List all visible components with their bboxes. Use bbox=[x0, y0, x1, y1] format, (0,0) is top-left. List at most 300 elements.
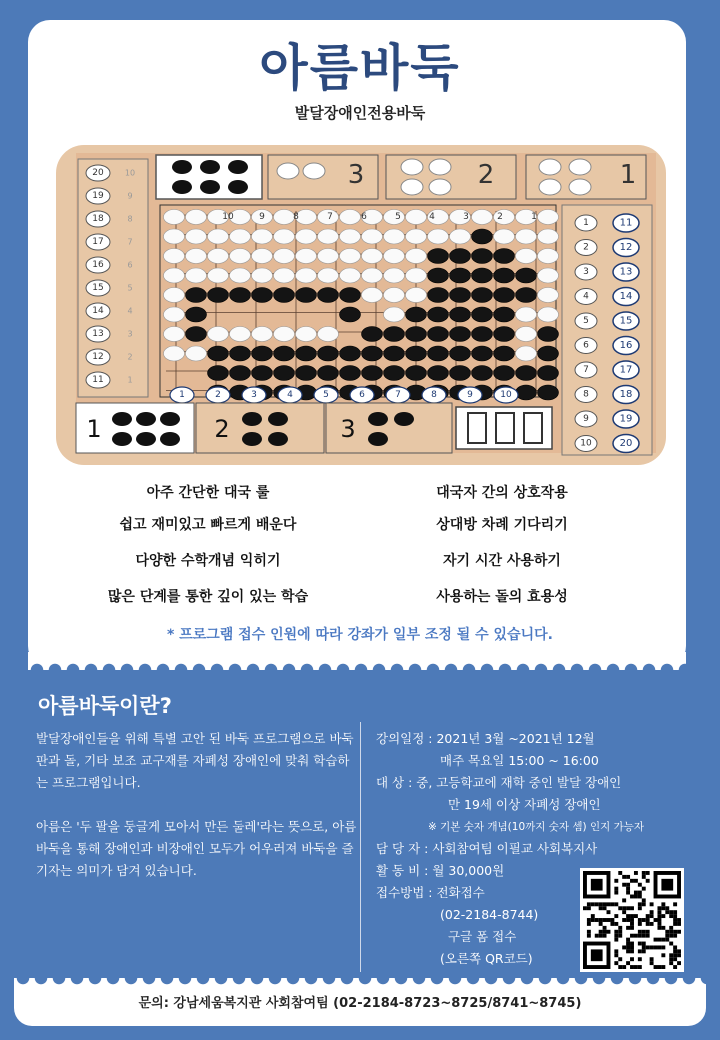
qr-module bbox=[603, 926, 607, 930]
black-stone bbox=[230, 288, 251, 303]
qr-module bbox=[595, 902, 599, 906]
left-number-label: 19 bbox=[92, 191, 104, 201]
qr-module bbox=[622, 898, 626, 902]
black-stone bbox=[494, 288, 515, 303]
black-stone bbox=[516, 288, 537, 303]
black-stone bbox=[242, 412, 262, 426]
white-stone bbox=[406, 249, 427, 264]
qr-module bbox=[630, 879, 634, 883]
black-stone bbox=[252, 288, 273, 303]
qr-module bbox=[661, 902, 665, 906]
info-schedule: 강의일정 : 2021년 3월 ~2021년 12월 bbox=[376, 731, 595, 746]
black-stone bbox=[186, 327, 207, 342]
white-stone bbox=[340, 249, 361, 264]
qr-module bbox=[665, 930, 669, 934]
left-number-label: 16 bbox=[92, 260, 104, 270]
feature-left-2: 쉽고 재미있고 빠르게 배운다 bbox=[119, 517, 297, 533]
black-stone bbox=[472, 366, 493, 381]
qr-module bbox=[614, 887, 618, 891]
white-stone bbox=[406, 210, 427, 225]
qr-module bbox=[657, 938, 661, 942]
qr-module bbox=[607, 930, 611, 934]
left-number-label: 11 bbox=[92, 375, 104, 385]
qr-module bbox=[646, 914, 650, 918]
left-number-small: 9 bbox=[127, 191, 133, 201]
qr-module bbox=[642, 875, 646, 879]
white-stone bbox=[230, 327, 251, 342]
black-stone bbox=[450, 366, 471, 381]
qr-module bbox=[610, 922, 614, 926]
bottom-number-label: 9 bbox=[467, 390, 473, 400]
qr-module bbox=[638, 942, 642, 946]
info-manager: 담 당 자 : 사회참여팀 이필교 사회복지사 bbox=[376, 841, 598, 856]
black-stone bbox=[318, 346, 339, 361]
feature-right-1: 대국자 간의 상호작용 bbox=[436, 485, 568, 501]
qr-module bbox=[599, 902, 603, 906]
qr-module bbox=[622, 945, 626, 949]
white-stone bbox=[384, 268, 405, 283]
black-stone bbox=[318, 288, 339, 303]
qr-module bbox=[646, 945, 650, 949]
white-stone bbox=[208, 327, 229, 342]
qr-module bbox=[626, 875, 630, 879]
qr-module bbox=[673, 945, 677, 949]
qr-module bbox=[638, 891, 642, 895]
qr-module bbox=[622, 918, 626, 922]
black-stone bbox=[340, 288, 361, 303]
qr-module bbox=[661, 906, 665, 910]
feature-left-4: 많은 단계를 통한 깊이 있는 학습 bbox=[107, 589, 309, 605]
bottom-number-label: 7 bbox=[395, 390, 401, 400]
qr-module bbox=[654, 918, 658, 922]
qr-module bbox=[677, 922, 681, 926]
qr-module bbox=[673, 953, 677, 957]
qr-module bbox=[646, 922, 650, 926]
right-number-label: 6 bbox=[583, 340, 589, 351]
qr-module bbox=[638, 883, 642, 887]
qr-module bbox=[630, 949, 634, 953]
left-number-small: 7 bbox=[127, 237, 133, 247]
black-stone bbox=[516, 268, 537, 283]
qr-module bbox=[673, 934, 677, 938]
qr-module bbox=[642, 945, 646, 949]
white-stone bbox=[296, 229, 317, 244]
white-stone bbox=[230, 229, 251, 244]
white-stone bbox=[186, 346, 207, 361]
qr-module bbox=[638, 957, 642, 961]
white-stone bbox=[274, 210, 295, 225]
white-stone bbox=[186, 249, 207, 264]
white-stone bbox=[406, 268, 427, 283]
black-stone bbox=[472, 307, 493, 322]
qr-module bbox=[634, 871, 638, 875]
black-stone bbox=[172, 160, 192, 174]
white-stone bbox=[274, 268, 295, 283]
black-stone bbox=[538, 327, 559, 342]
qr-module bbox=[661, 914, 665, 918]
info-schedule-time: 매주 목요일 15:00 ~ 16:00 bbox=[440, 753, 599, 768]
black-stone bbox=[136, 432, 156, 446]
qr-module bbox=[591, 902, 595, 906]
top-number-label: 9 bbox=[259, 212, 265, 222]
about-body bbox=[36, 728, 358, 904]
black-stone bbox=[538, 385, 559, 400]
qr-module bbox=[626, 945, 630, 949]
qr-module bbox=[642, 942, 646, 946]
about-paragraph-1: 발달장애인들을 위해 특별 고안 된 바둑 프로그램으로 바둑판과 돌, 기타 보조 교구재를 자폐성 장애인에 맞춰 학습하는 프로그램입니다. bbox=[36, 731, 354, 790]
qr-module bbox=[618, 965, 622, 969]
qr-module bbox=[618, 926, 622, 930]
black-stone bbox=[516, 366, 537, 381]
white-stone bbox=[303, 163, 325, 179]
qr-module bbox=[677, 949, 681, 953]
qr-module bbox=[665, 910, 669, 914]
left-number-small: 6 bbox=[127, 260, 133, 270]
qr-module bbox=[630, 945, 634, 949]
qr-module bbox=[654, 938, 658, 942]
black-stone bbox=[274, 346, 295, 361]
white-stone bbox=[318, 327, 339, 342]
bottom-number-label: 2 bbox=[215, 390, 221, 400]
qr-module bbox=[603, 902, 607, 906]
qr-module bbox=[630, 926, 634, 930]
left-number-label: 12 bbox=[92, 352, 104, 362]
qr-module bbox=[603, 934, 607, 938]
white-stone bbox=[428, 229, 449, 244]
qr-finder bbox=[591, 879, 603, 891]
black-stone bbox=[494, 327, 515, 342]
black-stone bbox=[450, 307, 471, 322]
qr-module bbox=[661, 938, 665, 942]
right-number-label: 2 bbox=[583, 242, 589, 253]
column-divider bbox=[360, 722, 361, 972]
qr-module bbox=[626, 887, 630, 891]
feature-left-3: 다양한 수학개념 익히기 bbox=[135, 553, 281, 569]
qr-module bbox=[661, 945, 665, 949]
qr-module bbox=[618, 957, 622, 961]
top-number-label: 2 bbox=[497, 212, 503, 222]
qr-module bbox=[630, 906, 634, 910]
black-stone bbox=[428, 249, 449, 264]
white-stone bbox=[538, 210, 559, 225]
qr-module bbox=[618, 906, 622, 910]
black-stone bbox=[200, 160, 220, 174]
black-stone bbox=[394, 412, 414, 426]
qr-module bbox=[677, 930, 681, 934]
black-stone bbox=[200, 180, 220, 194]
qr-module bbox=[634, 934, 638, 938]
white-stone bbox=[186, 268, 207, 283]
white-stone bbox=[277, 163, 299, 179]
white-stone bbox=[401, 179, 423, 195]
top-number-label: 4 bbox=[429, 212, 435, 222]
white-stone bbox=[296, 249, 317, 264]
qr-module bbox=[630, 918, 634, 922]
qr-module bbox=[650, 957, 654, 961]
white-stone bbox=[318, 249, 339, 264]
about-paragraph-2: 아름은 '두 팔을 둥글게 모아서 만든 둘레'라는 뜻으로, 아름 바둑을 통해 장애인과 비장애인 모두가 어우러져 바둑을 즐기자는 의미가 담겨 있습니다. bbox=[36, 819, 357, 878]
qr-module bbox=[603, 906, 607, 910]
qr-module bbox=[677, 953, 681, 957]
qr-module bbox=[614, 938, 618, 942]
white-stone bbox=[164, 327, 185, 342]
white-stone bbox=[516, 327, 537, 342]
white-stone bbox=[318, 268, 339, 283]
qr-module bbox=[669, 910, 673, 914]
black-stone bbox=[472, 346, 493, 361]
qr-module bbox=[607, 918, 611, 922]
right-number-label: 11 bbox=[619, 217, 633, 229]
qr-module bbox=[657, 918, 661, 922]
qr-module bbox=[638, 906, 642, 910]
qr-module bbox=[650, 902, 654, 906]
qr-code[interactable] bbox=[580, 868, 684, 972]
qr-module bbox=[665, 906, 669, 910]
top-number-label: 8 bbox=[293, 212, 299, 222]
black-stone bbox=[450, 346, 471, 361]
qr-module bbox=[673, 914, 677, 918]
white-stone bbox=[516, 229, 537, 244]
qr-module bbox=[587, 930, 591, 934]
white-stone bbox=[252, 249, 273, 264]
feature-right-3: 자기 시간 사용하기 bbox=[443, 553, 561, 569]
black-stone bbox=[472, 268, 493, 283]
qr-module bbox=[603, 930, 607, 934]
white-stone bbox=[569, 179, 591, 195]
qr-module bbox=[638, 922, 642, 926]
qr-module bbox=[638, 895, 642, 899]
qr-module bbox=[634, 914, 638, 918]
qr-module bbox=[642, 930, 646, 934]
qr-module bbox=[642, 918, 646, 922]
white-stone bbox=[164, 288, 185, 303]
qr-module bbox=[673, 965, 677, 969]
qr-module bbox=[614, 891, 618, 895]
qr-module bbox=[669, 914, 673, 918]
feature-right-4: 사용하는 돌의 효용성 bbox=[436, 589, 568, 605]
qr-module bbox=[614, 902, 618, 906]
black-stone bbox=[362, 366, 383, 381]
black-stone bbox=[450, 327, 471, 342]
right-number-label: 7 bbox=[583, 365, 589, 375]
right-number-label: 12 bbox=[619, 242, 633, 253]
black-stone bbox=[538, 366, 559, 381]
black-stone bbox=[384, 346, 405, 361]
notice-text: * 프로그램 접수 인원에 따라 강좌가 일부 조정 될 수 있습니다. bbox=[167, 627, 553, 643]
white-stone bbox=[362, 288, 383, 303]
white-stone bbox=[472, 210, 493, 225]
qr-module bbox=[638, 949, 642, 953]
bottom-box-label: 3 bbox=[340, 415, 356, 443]
qr-module bbox=[618, 930, 622, 934]
left-number-small: 2 bbox=[127, 352, 133, 362]
baduk-board-illustration bbox=[56, 145, 666, 465]
qr-module bbox=[661, 965, 665, 969]
board-top-box-label: 1 bbox=[619, 160, 637, 190]
qr-finder bbox=[661, 879, 673, 891]
qr-module bbox=[646, 918, 650, 922]
black-stone bbox=[242, 432, 262, 446]
white-stone bbox=[384, 288, 405, 303]
qr-module bbox=[657, 906, 661, 910]
black-stone bbox=[208, 288, 229, 303]
qr-module bbox=[669, 926, 673, 930]
left-number-label: 14 bbox=[92, 306, 104, 316]
qr-module bbox=[591, 918, 595, 922]
white-stone bbox=[208, 268, 229, 283]
qr-module bbox=[626, 914, 630, 918]
qr-module bbox=[591, 914, 595, 918]
white-stone bbox=[230, 268, 251, 283]
white-stone bbox=[539, 159, 561, 175]
bottom-box-label: 1 bbox=[86, 415, 102, 443]
black-stone bbox=[406, 327, 427, 342]
qr-module bbox=[638, 965, 642, 969]
left-number-label: 17 bbox=[92, 237, 104, 247]
right-number-label: 16 bbox=[619, 340, 633, 351]
qr-module bbox=[657, 926, 661, 930]
white-stone bbox=[406, 229, 427, 244]
black-stone bbox=[472, 229, 493, 244]
qr-module bbox=[638, 934, 642, 938]
black-stone bbox=[428, 307, 449, 322]
white-stone bbox=[538, 307, 559, 322]
black-stone bbox=[296, 288, 317, 303]
qr-module bbox=[626, 891, 630, 895]
black-stone bbox=[208, 366, 229, 381]
qr-module bbox=[638, 930, 642, 934]
white-stone bbox=[362, 268, 383, 283]
qr-module bbox=[630, 965, 634, 969]
black-stone bbox=[368, 432, 388, 446]
info-qr-note: (오른쪽 QR코드) bbox=[440, 951, 533, 966]
black-stone bbox=[538, 346, 559, 361]
qr-module bbox=[657, 965, 661, 969]
qr-module bbox=[618, 934, 622, 938]
qr-module bbox=[646, 930, 650, 934]
qr-module bbox=[646, 934, 650, 938]
black-stone bbox=[494, 307, 515, 322]
qr-module bbox=[626, 961, 630, 965]
black-stone bbox=[428, 346, 449, 361]
black-stone bbox=[318, 366, 339, 381]
qr-module bbox=[599, 918, 603, 922]
qr-module bbox=[669, 934, 673, 938]
top-number-label: 10 bbox=[222, 212, 234, 222]
qr-module bbox=[642, 949, 646, 953]
left-number-small: 3 bbox=[127, 329, 133, 339]
qr-module bbox=[610, 902, 614, 906]
stone-slot bbox=[468, 413, 486, 443]
qr-module bbox=[587, 918, 591, 922]
left-number-small: 1 bbox=[127, 375, 133, 385]
white-stone bbox=[252, 268, 273, 283]
black-stone bbox=[450, 268, 471, 283]
qr-module bbox=[599, 906, 603, 910]
info-note: ※ 기본 숫자 개념(10까지 숫자 셈) 인지 가능자 bbox=[428, 821, 645, 833]
info-apply: 접수방법 : 전화접수 bbox=[376, 885, 485, 900]
black-stone bbox=[472, 327, 493, 342]
black-stone bbox=[516, 385, 537, 400]
qr-module bbox=[630, 914, 634, 918]
qr-module bbox=[626, 883, 630, 887]
qr-module bbox=[603, 918, 607, 922]
right-number-label: 10 bbox=[580, 438, 592, 449]
qr-module bbox=[599, 930, 603, 934]
left-number-label: 20 bbox=[92, 168, 104, 178]
black-stone bbox=[228, 160, 248, 174]
qr-module bbox=[626, 906, 630, 910]
bottom-number-label: 10 bbox=[500, 390, 512, 400]
black-stone bbox=[368, 412, 388, 426]
qr-module bbox=[669, 953, 673, 957]
top-number-label: 5 bbox=[395, 212, 401, 222]
qr-module bbox=[634, 965, 638, 969]
qr-module bbox=[654, 945, 658, 949]
white-stone bbox=[274, 229, 295, 244]
bottom-number-label: 3 bbox=[251, 390, 257, 400]
white-stone bbox=[230, 249, 251, 264]
baduk-board-photo bbox=[56, 145, 666, 465]
right-number-label: 3 bbox=[583, 267, 589, 277]
qr-module bbox=[614, 961, 618, 965]
black-stone bbox=[186, 307, 207, 322]
white-stone bbox=[208, 249, 229, 264]
white-stone bbox=[164, 210, 185, 225]
white-stone bbox=[340, 229, 361, 244]
qr-module bbox=[583, 906, 587, 910]
bottom-number-label: 4 bbox=[287, 390, 293, 400]
white-stone bbox=[384, 307, 405, 322]
qr-module bbox=[650, 910, 654, 914]
white-stone bbox=[384, 210, 405, 225]
white-stone bbox=[296, 327, 317, 342]
right-number-label: 5 bbox=[583, 316, 589, 326]
white-stone bbox=[164, 229, 185, 244]
qr-module bbox=[657, 910, 661, 914]
white-stone bbox=[274, 249, 295, 264]
white-stone bbox=[538, 288, 559, 303]
black-stone bbox=[494, 346, 515, 361]
white-stone bbox=[539, 179, 561, 195]
white-stone bbox=[569, 159, 591, 175]
right-number-label: 15 bbox=[619, 315, 633, 327]
board-top-box-label: 3 bbox=[347, 160, 365, 190]
qr-module bbox=[642, 934, 646, 938]
black-stone bbox=[112, 432, 132, 446]
info-target-2: 만 19세 이상 자폐성 장애인 bbox=[448, 797, 601, 812]
qr-module bbox=[634, 879, 638, 883]
stone-slot bbox=[496, 413, 514, 443]
qr-module bbox=[634, 895, 638, 899]
stone-slot bbox=[524, 413, 542, 443]
qr-module bbox=[669, 961, 673, 965]
feature-right-2: 상대방 차례 기다리기 bbox=[436, 517, 568, 533]
qr-module bbox=[654, 965, 658, 969]
qr-module bbox=[614, 930, 618, 934]
left-number-small: 5 bbox=[127, 283, 133, 293]
black-stone bbox=[406, 366, 427, 381]
qr-module bbox=[673, 910, 677, 914]
qr-module bbox=[630, 957, 634, 961]
white-stone bbox=[384, 229, 405, 244]
qr-code-icon bbox=[583, 871, 681, 969]
white-stone bbox=[362, 229, 383, 244]
qr-module bbox=[595, 934, 599, 938]
black-stone bbox=[362, 346, 383, 361]
black-stone bbox=[274, 366, 295, 381]
white-stone bbox=[340, 268, 361, 283]
